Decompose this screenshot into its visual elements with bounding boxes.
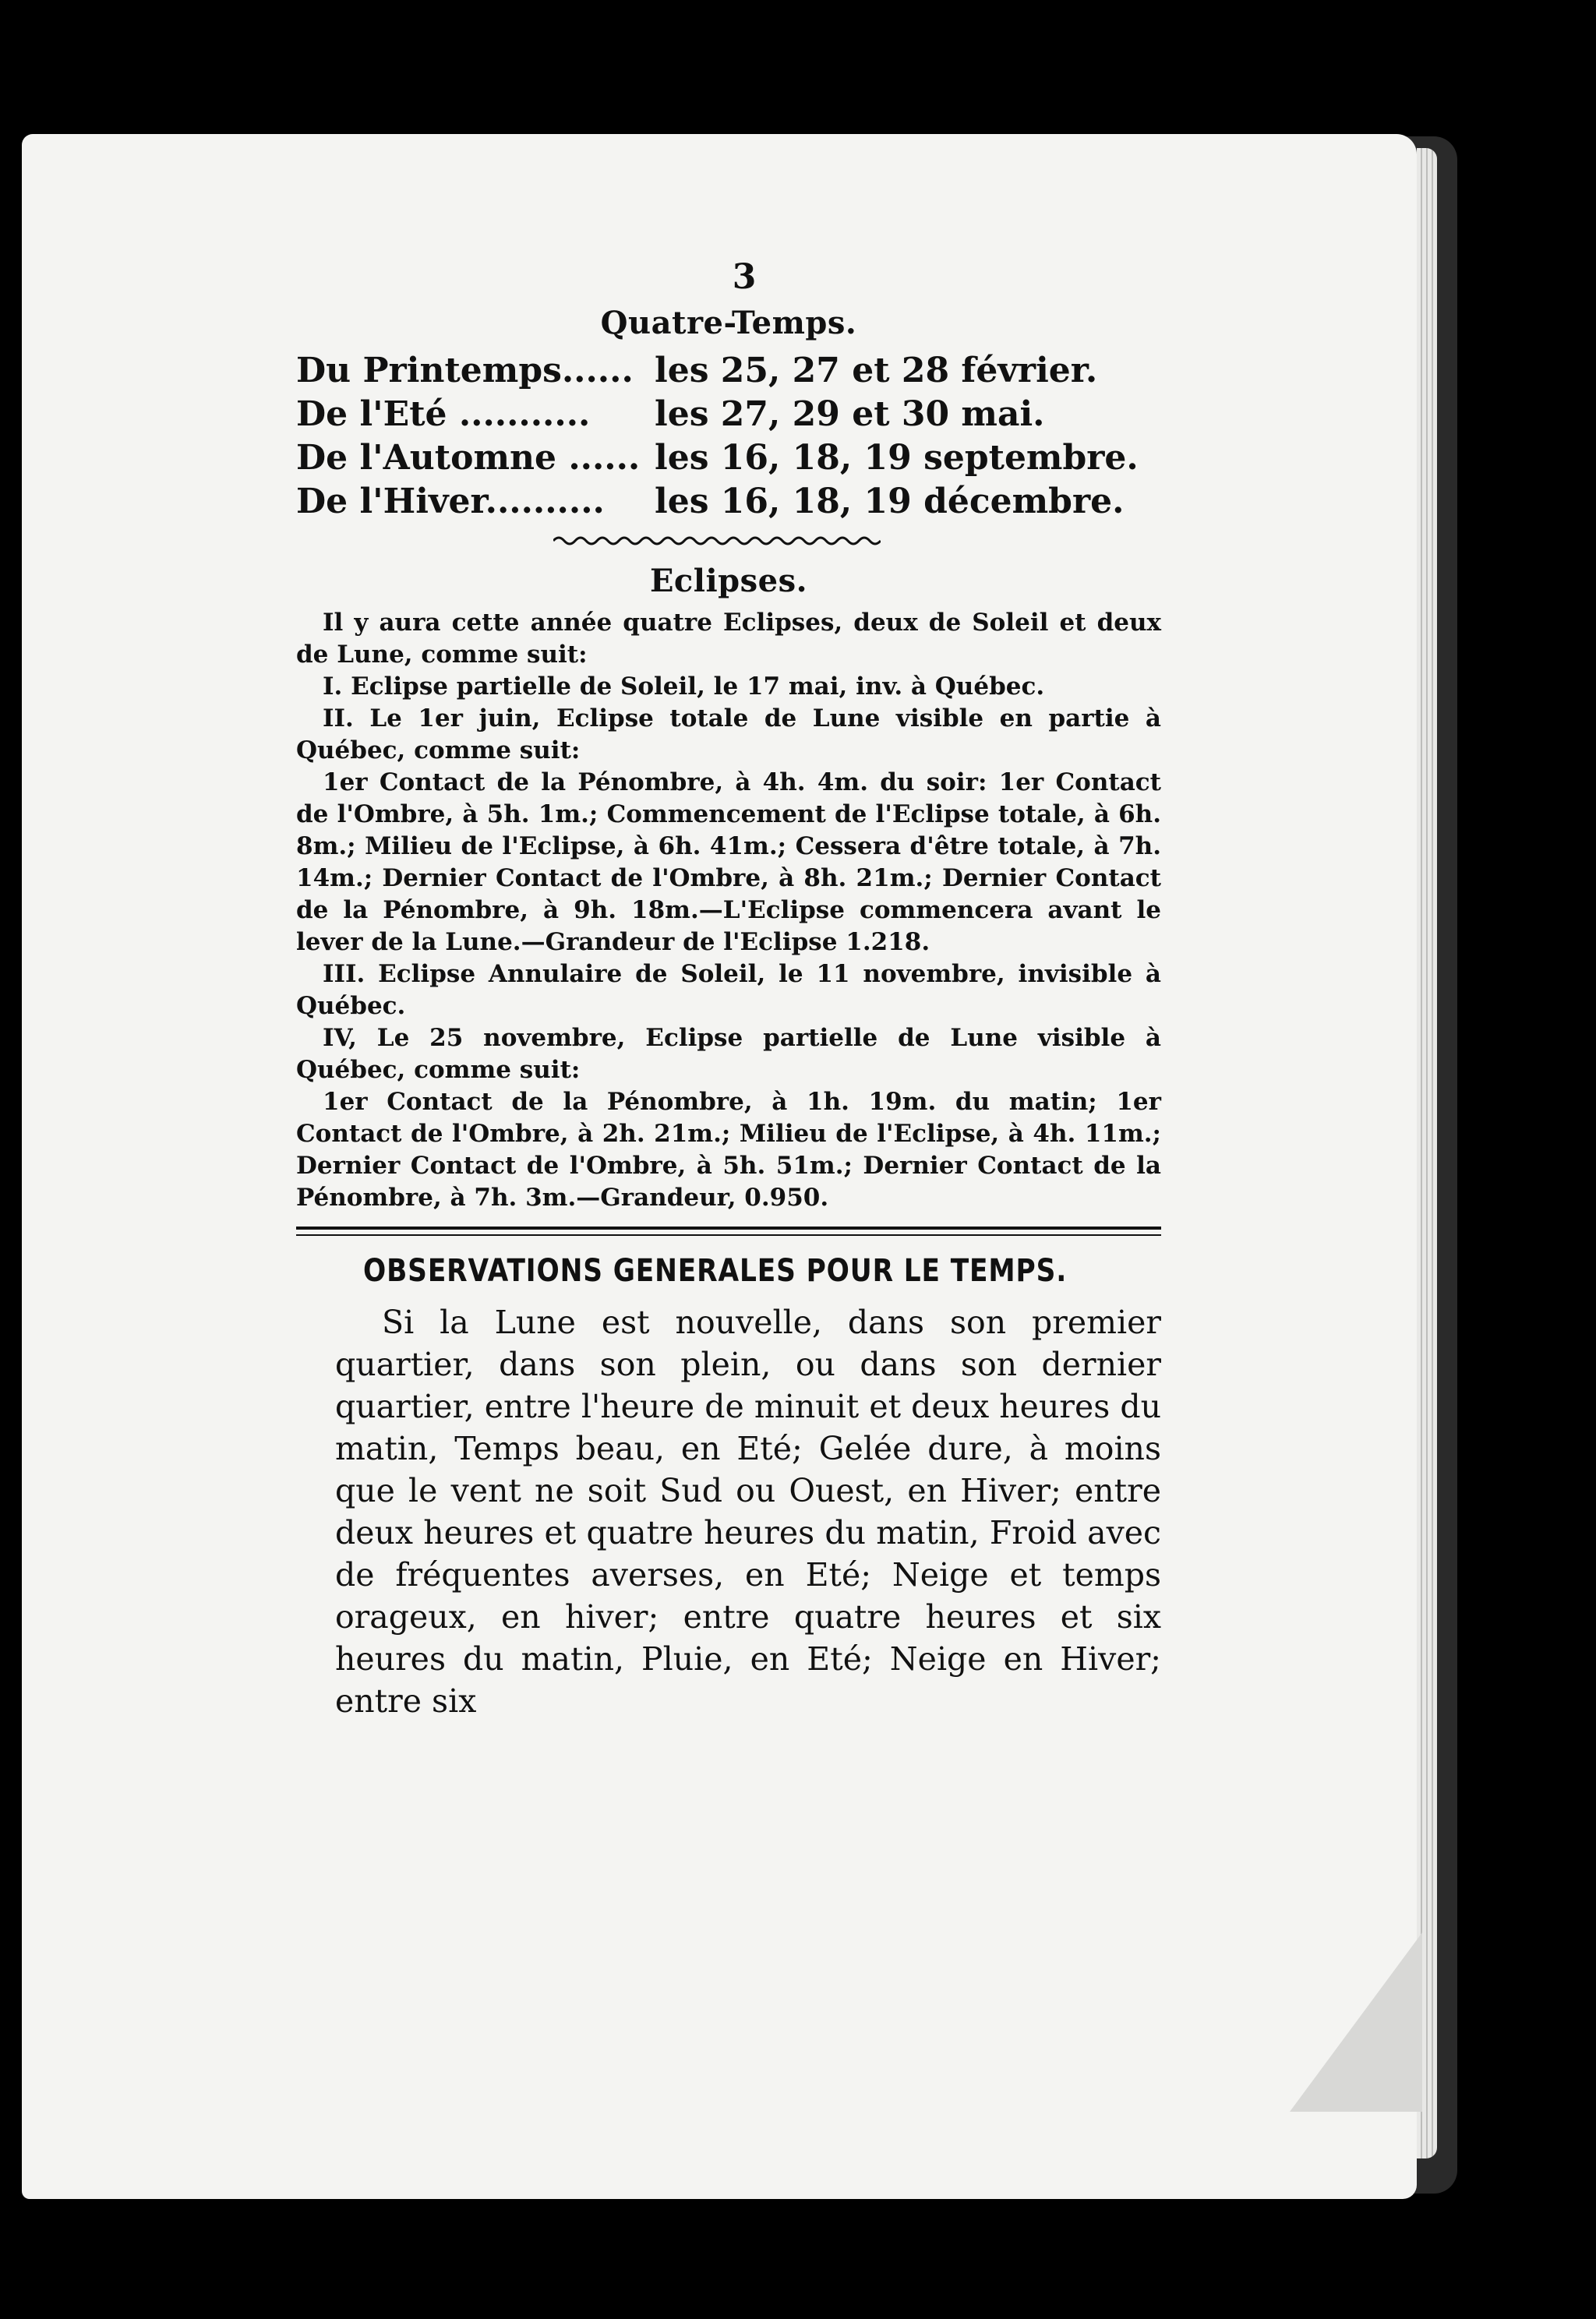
quatre-temps-season: De l'Hiver.......... <box>296 482 605 521</box>
eclipse-paragraph: II. Le 1er juin, Eclipse totale de Lune visible en partie à Québec, comme suit: <box>296 704 1161 764</box>
observations-section <box>296 1253 1161 1722</box>
quatre-temps-season: De l'Eté ........... <box>296 394 591 434</box>
eclipses-title: Eclipses. <box>649 563 808 599</box>
quatre-temps-title: Quatre-Temps. <box>600 305 857 341</box>
quatre-temps-season: De l'Automne ...... <box>296 438 641 478</box>
page-stack-edge <box>1417 148 1437 2158</box>
eclipse-paragraph: IV, Le 25 novembre, Eclipse partielle de Lune visible à Québec, comme suit: <box>296 1024 1161 1084</box>
quatre-temps-dates: les 16, 18, 19 septembre. <box>655 438 1139 478</box>
quatre-temps-row <box>296 436 1161 480</box>
quatre-temps-row <box>296 480 1161 524</box>
observations-paragraph: Si la Lune est nouvelle, dans son premier quartier, dans son plein, ou dans son dernier quartier, entre l'heure de minuit et deux heures du matin, Temps beau, en Eté; Gelée dure, à moins que le vent ne soit Sud ou Ouest, en Hiver; entre deux heures et quatre heures du matin, Froid avec de fréquentes averses, en Eté; Neige et temps orageux, en hiver; entre quatre heures et six heures du matin, Pluie, en Eté; Neige en Hiver; entre six <box>335 1304 1161 1720</box>
quatre-temps-section <box>296 305 1161 524</box>
page-content <box>296 257 1161 1722</box>
quatre-temps-row <box>296 349 1161 393</box>
page-number: 3 <box>732 257 757 297</box>
double-rule-divider <box>296 1227 1161 1236</box>
eclipse-paragraph: 1er Contact de la Pénombre, à 1h. 19m. du matin; 1er Contact de l'Ombre, à 2h. 21m.; Milieu de l'Eclipse, à 4h. 11m.; Dernier Contact de l'Ombre, à 5h. 51m.; Dernier Contact de la Pénombre, à 7h. 3m.—Grandeur, 0.950. <box>296 1088 1161 1212</box>
eclipse-paragraph: Il y aura cette année quatre Eclipses, deux de Soleil et deux de Lune, comme suit: <box>296 609 1161 669</box>
eclipses-body <box>296 607 1161 1214</box>
observations-title: OBSERVATIONS GENERALES POUR LE TEMPS. <box>363 1253 1068 1289</box>
quatre-temps-row <box>296 393 1161 436</box>
eclipse-paragraph: I. Eclipse partielle de Soleil, le 17 mai, inv. à Québec. <box>323 672 1045 701</box>
quatre-temps-dates: les 27, 29 et 30 mai. <box>655 394 1045 434</box>
folded-corner <box>1290 1932 1422 2112</box>
quatre-temps-season: Du Printemps...... <box>296 351 634 390</box>
wavy-divider <box>296 533 1161 552</box>
quatre-temps-dates: les 16, 18, 19 décembre. <box>655 482 1125 521</box>
eclipse-paragraph: III. Eclipse Annulaire de Soleil, le 11 novembre, invisible à Québec. <box>296 960 1161 1020</box>
quatre-temps-dates: les 25, 27 et 28 février. <box>655 351 1098 390</box>
eclipses-section <box>296 563 1161 1214</box>
wavy-line-ornament <box>553 533 881 549</box>
eclipse-paragraph: 1er Contact de la Pénombre, à 4h. 4m. du soir: 1er Contact de l'Ombre, à 5h. 1m.; Commencement de l'Eclipse totale, à 6h. 8m.; Milieu de l'Eclipse, à 6h. 41m.; Cessera d'être totale, à 7h. 14m.; Dernier Contact de l'Ombre, à 8h. 21m.; Dernier Contact de la Pénombre, à 9h. 18m.—L'Eclipse commencera avant le lever de la Lune.—Grandeur de l'Eclipse 1.218. <box>296 768 1161 956</box>
